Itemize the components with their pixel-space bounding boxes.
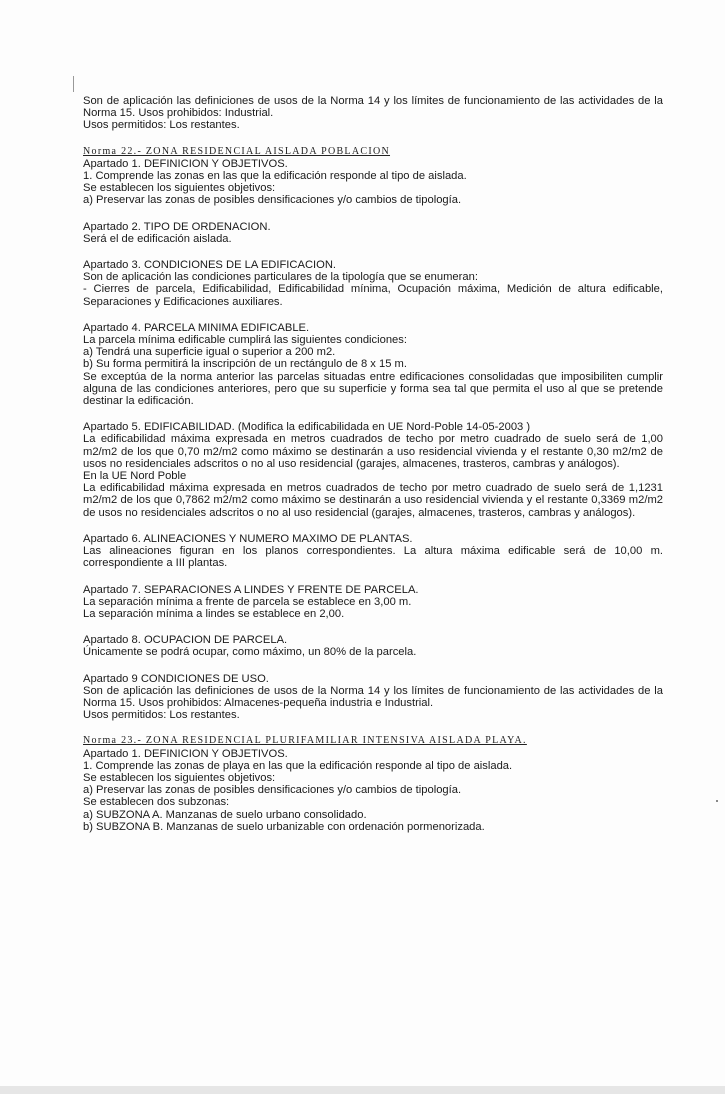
apartado-8 — [83, 634, 663, 658]
apartado-text: Será el de edificación aislada. — [83, 232, 232, 245]
intro-text: Son de aplicación las definiciones de usos de la Norma 14 y los límites de funcionamiento de las actividades de la Norma 15. Usos prohibidos: Industrial. — [83, 95, 663, 120]
apartado-text: Se exceptúa de la norma anterior las parcelas situadas entre edificaciones consolidadas que imposibiliten cumplir alguna de las condiciones anteriores, pero que su superficie y forma sea tal que permita el uso al que se pretende destinar la edificación. — [83, 370, 663, 408]
apartado-title: Apartado 5. EDIFICABILIDAD. (Modifica la edificabilidada en UE Nord-Poble 14-05-2003 ) — [83, 421, 531, 434]
scan-speck — [716, 800, 718, 802]
section-heading-norma-22: Norma 22.- ZONA RESIDENCIAL AISLADA POBLACION — [83, 145, 391, 157]
apartado-title: Apartado 1. DEFINICION Y OBJETIVOS. — [83, 157, 288, 170]
apartado-title: Apartado 2. TIPO DE ORDENACION. — [83, 220, 271, 233]
apartado-text: Son de aplicación las condiciones particulares de la tipología que se enumeran: — [83, 271, 478, 284]
document-body — [83, 95, 663, 847]
apartado-text: La parcela mínima edificable cumplirá las siguientes condiciones: — [83, 334, 407, 347]
apartado-title: Apartado 8. OCUPACION DE PARCELA. — [83, 634, 288, 647]
apartado-1-norma-23 — [83, 748, 663, 833]
apartado-text: a) Preservar las zonas de posibles densificaciones y/o cambios de tipología. — [83, 784, 462, 797]
apartado-9 — [83, 673, 663, 722]
apartado-text: La edificabilidad máxima expresada en metros cuadrados de techo por metro cuadrado de suelo será de 1,1231 m2/m2 de los que 0,7862 m2/m2 como máximo se destinarán a uso residencial vivienda y el restante 0,3369 m2/m2 de usos no residenciales adscritos o no al uso residencial (garajes, almacenes, trasteros, cambras y análogos). — [83, 482, 663, 519]
apartado-text: 1. Comprende las zonas en las que la edificación responde al tipo de aislada. — [83, 170, 467, 183]
apartado-text: La separación mínima a frente de parcela se establece en 3,00 m. — [83, 595, 412, 608]
apartado-5 — [83, 421, 663, 519]
apartado-text: a) Preservar las zonas de posibles densificaciones y/o cambios de tipología. — [83, 194, 462, 207]
apartado-text: En la UE Nord Poble — [83, 470, 187, 483]
apartado-1 — [83, 158, 663, 207]
apartado-text: b) Su forma permitirá la inscripción de un rectángulo de 8 x 15 m. — [83, 358, 407, 371]
apartado-text: a) SUBZONA A. Manzanas de suelo urbano consolidado. — [83, 808, 367, 821]
section-heading-norma-23: Norma 23.- ZONA RESIDENCIAL PLURIFAMILIAR INTENSIVA AISLADA PLAYA. — [83, 735, 527, 747]
apartado-2 — [83, 221, 663, 245]
apartado-text: La separación mínima a lindes se establece en 2,00. — [83, 607, 345, 620]
margin-mark — [73, 76, 74, 92]
apartado-title: Apartado 3. CONDICIONES DE LA EDIFICACION. — [83, 259, 337, 272]
apartado-text: Usos permitidos: Los restantes. — [83, 709, 240, 722]
apartado-title: Apartado 1. DEFINICION Y OBJETIVOS. — [83, 747, 288, 760]
page-bottom-edge — [0, 1086, 725, 1094]
apartado-text: Se establecen dos subzonas: — [83, 796, 230, 809]
apartado-text: Únicamente se podrá ocupar, como máximo, un 80% de la parcela. — [83, 646, 417, 659]
apartado-text: La edificabilidad máxima expresada en metros cuadrados de techo por metro cuadrado de suelo será de 1,00 m2/m2 de los que 0,70 m2/m2 como máximo se destinarán a uso residencial vivienda y el restante 0,30 m2/m2 de usos no residenciales adscritos o no al uso residencial (garajes, almacenes, trasteros, cambras y análogos). — [83, 433, 663, 470]
intro-block — [83, 95, 663, 132]
apartado-title: Apartado 9 CONDICIONES DE USO. — [83, 672, 269, 685]
apartado-text: a) Tendrá una superficie igual o superior a 200 m2. — [83, 346, 336, 359]
apartado-title: Apartado 7. SEPARACIONES A LINDES Y FRENTE DE PARCELA. — [83, 583, 419, 596]
apartado-text: Se establecen los siguientes objetivos: — [83, 771, 276, 784]
apartado-text: Son de aplicación las definiciones de usos de la Norma 14 y los límites de funcionamiento de las actividades de la Norma 15. Usos prohibidos: Almacenes-pequeña industria e Industrial. — [83, 684, 663, 709]
apartado-text: Las alineaciones figuran en los planos correspondientes. La altura máxima edificable será de 10,00 m. correspondiente a III plantas. — [83, 545, 663, 570]
apartado-text: - Cierres de parcela, Edificabilidad, Edificabilidad mínima, Ocupación máxima, Medición de altura edificable, Separaciones y Edificaciones auxiliares. — [83, 283, 663, 308]
apartado-6 — [83, 533, 663, 570]
apartado-title: Apartado 6. ALINEACIONES Y NUMERO MAXIMO DE PLANTAS. — [83, 532, 413, 545]
apartado-title: Apartado 4. PARCELA MINIMA EDIFICABLE. — [83, 321, 310, 334]
apartado-text: Se establecen los siguientes objetivos: — [83, 182, 276, 195]
apartado-3 — [83, 259, 663, 308]
apartado-text: b) SUBZONA B. Manzanas de suelo urbanizable con ordenación pormenorizada. — [83, 820, 485, 833]
apartado-text: 1. Comprende las zonas de playa en las que la edificación responde al tipo de aislada. — [83, 759, 513, 772]
apartado-7 — [83, 584, 663, 621]
apartado-4 — [83, 322, 663, 407]
intro-text: Usos permitidos: Los restantes. — [83, 119, 240, 132]
